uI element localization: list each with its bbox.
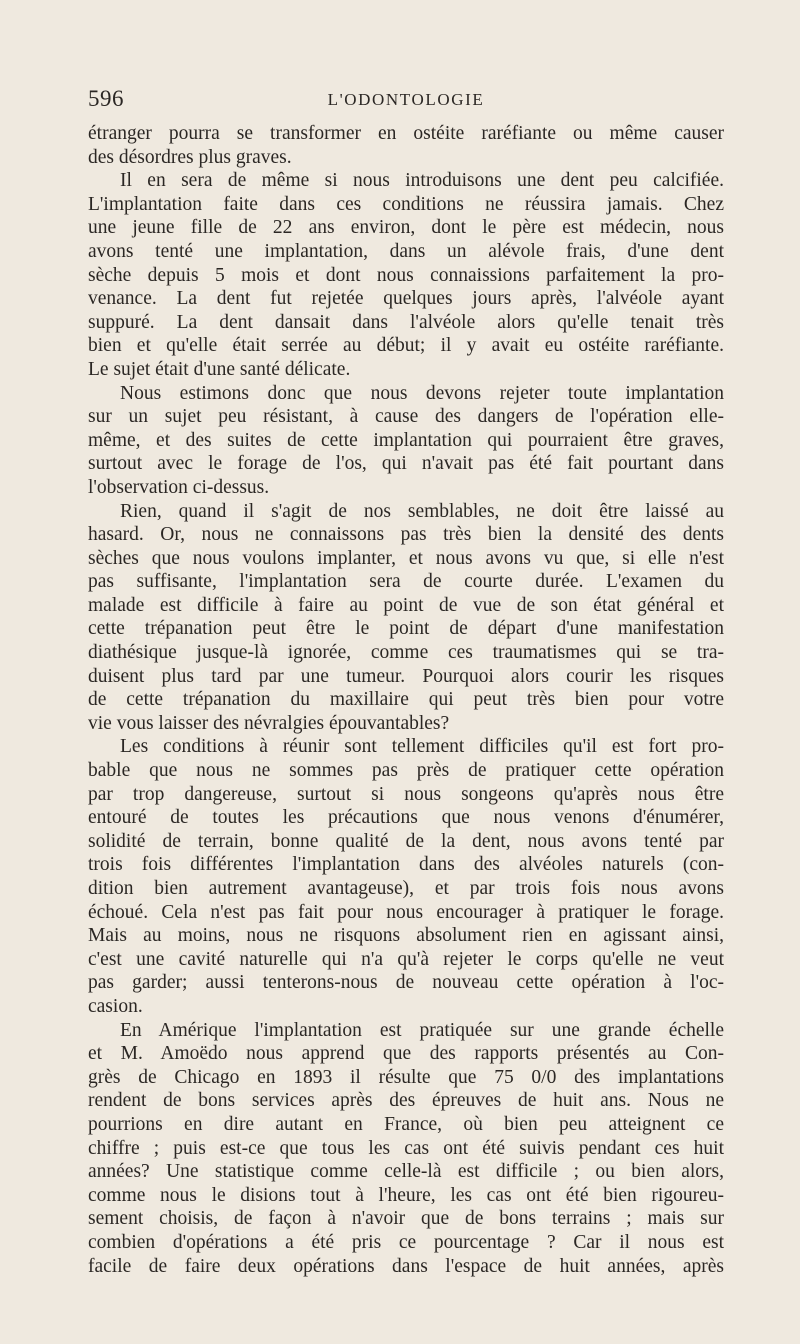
text-line: surtout avec le forage de l'os, qui n'avait pas été fait pourtant dans (88, 453, 724, 475)
text-line: pas suffisante, l'implantation sera de courte durée. L'examen du (88, 571, 724, 593)
text-line: casion. (88, 995, 143, 1017)
text-line: pas garder; aussi tenterons-nous de nouveau cette opération à l'oc- (88, 972, 724, 994)
text-line: et M. Amoëdo nous apprend que des rapports présentés au Con- (88, 1043, 724, 1065)
page-number: 596 (88, 86, 124, 111)
text-line: étranger pourra se transformer en ostéite raréfiante ou même causer (88, 123, 724, 144)
page-header (88, 86, 724, 114)
text-line: sèche depuis 5 mois et dont nous connaissions parfaitement la pro- (88, 264, 724, 286)
text-line: même, et des suites de cette implantation qui pourraient être graves, (88, 429, 724, 451)
text-line: échoué. Cela n'est pas fait pour nous encourager à pratiquer le forage. (88, 901, 724, 923)
text-line: trois fois différentes l'implantation dans des alvéoles naturels (con- (88, 854, 724, 876)
text-line: une jeune fille de 22 ans environ, dont le père est médecin, nous (88, 217, 724, 239)
text-line: solidité de terrain, bonne qualité de la dent, nous avons tenté par (88, 830, 724, 852)
text-line: dition bien autrement avantageuse), et par trois fois nous avons (88, 878, 724, 899)
text-line: sur un sujet peu résistant, à cause des dangers de l'opération elle- (88, 406, 724, 428)
text-line: des désordres plus graves. (88, 146, 292, 168)
body-text (88, 122, 724, 1278)
text-line: l'observation ci-dessus. (88, 476, 270, 498)
text-line: Il en sera de même si nous introduisons une dent peu calcifiée. (120, 170, 724, 192)
text-line: diathésique jusque-là ignorée, comme ces traumatismes qui se tra- (88, 642, 724, 664)
text-line: pourrions en dire autant en France, où bien peu atteignent ce (88, 1113, 724, 1135)
text-line: hasard. Or, nous ne connaissons pas très bien la densité des dents (88, 524, 724, 546)
text-line: L'implantation faite dans ces conditions ne réussira jamais. Chez (88, 193, 724, 215)
text-line: sement choisis, de façon à n'avoir que de bons terrains ; mais sur (88, 1208, 724, 1230)
text-line: Nous estimons donc que nous devons rejeter toute implantation (120, 382, 724, 404)
text-line: entouré de toutes les précautions que nous venons d'énumérer, (88, 807, 724, 829)
text-line: années? Une statistique comme celle-là est difficile ; ou bien alors, (88, 1161, 724, 1183)
text-line: malade est difficile à faire au point de vue de son état général et (88, 594, 724, 616)
text-line: venance. La dent fut rejetée quelques jours après, l'alvéole ayant (88, 288, 724, 310)
text-line: En Amérique l'implantation est pratiquée sur une grande échelle (120, 1019, 724, 1041)
text-line: vie vous laisser des névralgies épouvantables? (88, 712, 450, 734)
text-line: par trop dangereuse, surtout si nous songeons qu'après nous être (88, 783, 724, 805)
text-line: suppuré. La dent dansait dans l'alvéole alors qu'elle tenait très (88, 311, 724, 333)
text-line: chiffre ; puis est-ce que tous les cas ont été suivis pendant ces huit (88, 1137, 724, 1159)
text-line: combien d'opérations a été pris ce pourcentage ? Car il nous est (88, 1231, 724, 1253)
text-line: avons tenté une implantation, dans un alévole frais, d'une dent (88, 240, 724, 262)
text-line: comme nous le disions tout à l'heure, les cas ont été bien rigoureu- (88, 1184, 724, 1206)
text-line: bien et qu'elle était serrée au début; il y avait eu ostéite raréfiante. (88, 335, 724, 357)
text-line: sèches que nous voulons implanter, et nous avons vu que, si elle n'est (88, 547, 724, 569)
text-line: duisent plus tard par une tumeur. Pourquoi alors courir les risques (88, 665, 724, 687)
text-line: c'est une cavité naturelle qui n'a qu'à rejeter le corps qu'elle ne veut (88, 948, 724, 970)
text-line: grès de Chicago en 1893 il résulte que 75 0/0 des implantations (88, 1066, 724, 1088)
text-line: de cette trépanation du maxillaire qui peut très bien pour votre (88, 689, 724, 711)
text-line: Les conditions à réunir sont tellement difficiles qu'il est fort pro- (120, 736, 724, 758)
running-title: L'ODONTOLOGIE (327, 90, 485, 109)
text-line: bable que nous ne sommes pas près de pratiquer cette opération (88, 760, 724, 782)
text-line: Mais au moins, nous ne risquons absolument rien en agissant ainsi, (88, 925, 724, 947)
text-line: facile de faire deux opérations dans l'espace de huit années, après (88, 1255, 724, 1277)
text-line: cette trépanation peut être le point de départ d'une manifestation (88, 618, 724, 640)
text-line: Le sujet était d'une santé délicate. (88, 358, 351, 380)
text-line: Rien, quand il s'agit de nos semblables, ne doit être laissé au (120, 500, 724, 522)
text-line: rendent de bons services après des épreuves de huit ans. Nous ne (88, 1090, 724, 1112)
